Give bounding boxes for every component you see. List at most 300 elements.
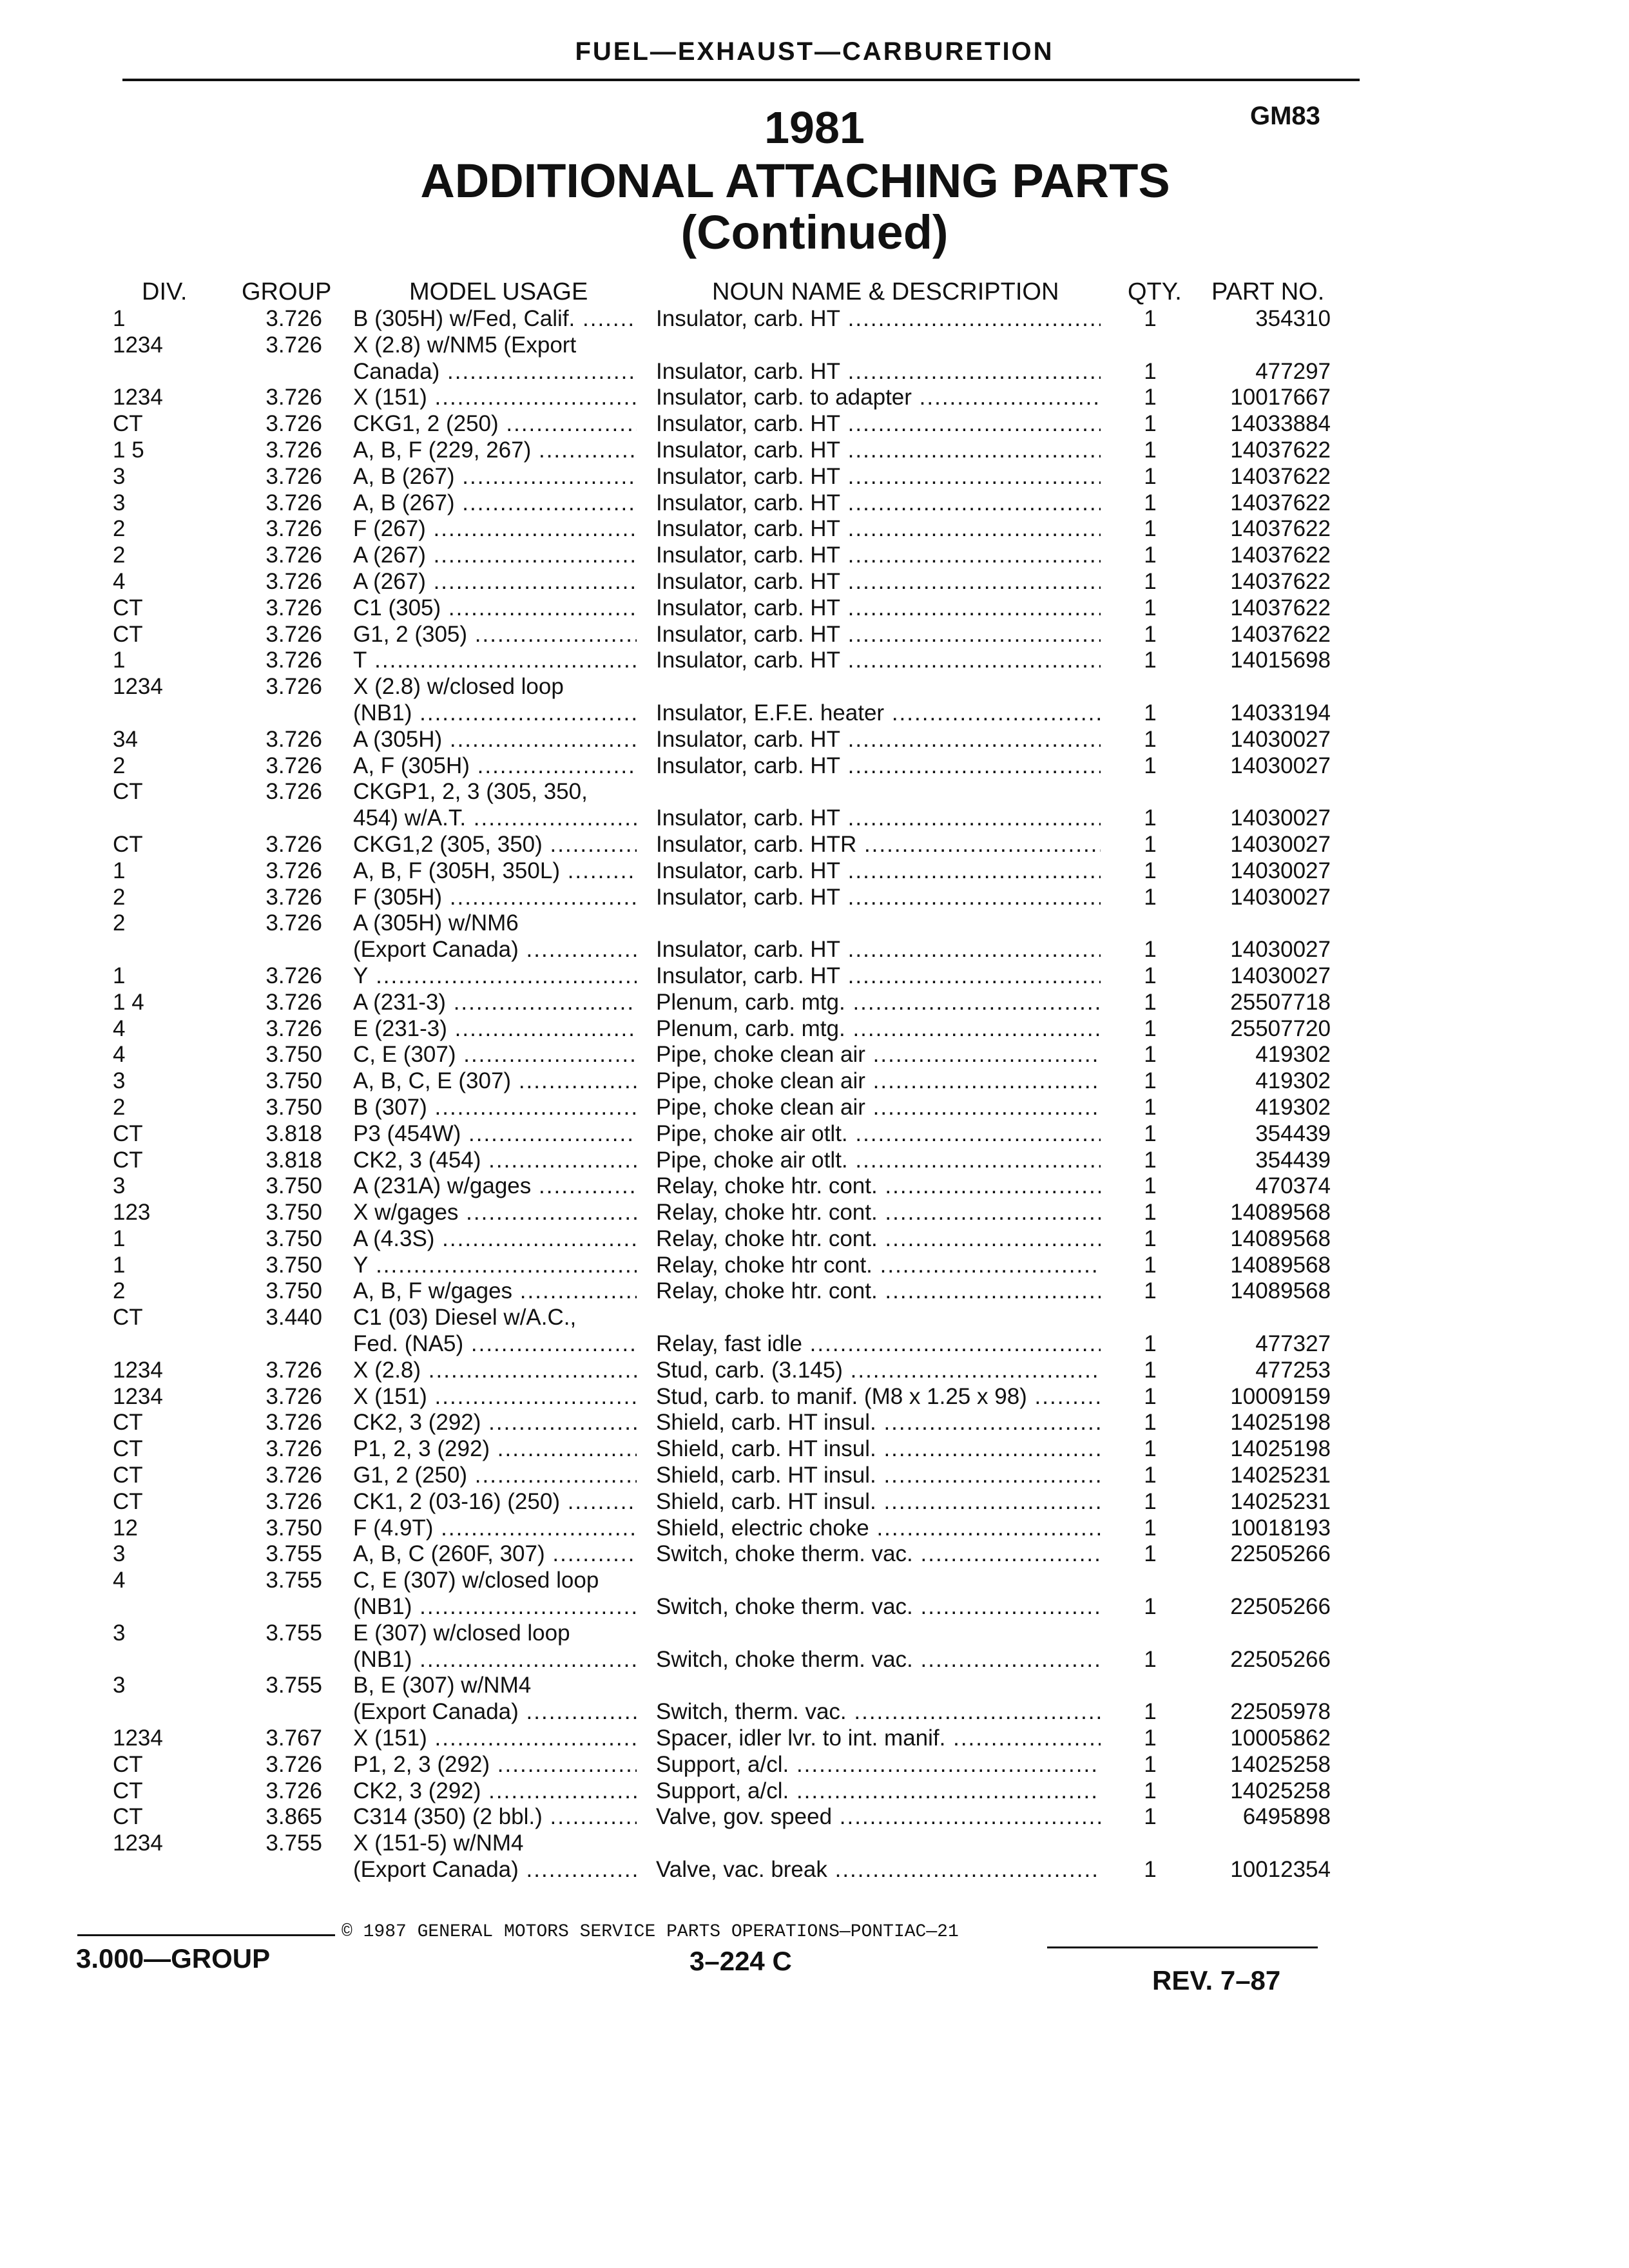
row-part-no: 22505266 <box>1230 1594 1331 1620</box>
row-noun-name: Insulator, carb. HT ..... <box>656 411 1101 437</box>
row-noun-name: Shield, carb. HT insul. ..... <box>656 1436 1101 1463</box>
table-row <box>0 1673 1629 1699</box>
row-div: 1 5 <box>113 437 144 463</box>
table-row <box>0 437 1629 464</box>
row-div: 1234 <box>113 1357 163 1383</box>
row-model-usage: A (267) ..... <box>353 543 637 569</box>
row-qty: 1 <box>1144 937 1157 963</box>
row-div: CT <box>113 411 143 437</box>
row-group: 3.750 <box>265 1252 322 1278</box>
row-model-usage: X (151) ..... <box>353 385 637 411</box>
row-part-no: 22505266 <box>1230 1646 1331 1672</box>
table-row <box>0 1068 1629 1095</box>
table-row <box>0 516 1629 543</box>
row-div: CT <box>113 831 143 857</box>
row-model-usage: X w/gages ..... <box>353 1200 637 1226</box>
row-group: 3.440 <box>265 1305 322 1331</box>
row-qty: 1 <box>1144 1225 1157 1251</box>
row-group: 3.726 <box>265 884 322 910</box>
row-part-no: 477297 <box>1255 358 1331 384</box>
row-model-usage: Canada) ..... <box>353 359 637 385</box>
row-model-usage: (Export Canada) ..... <box>353 1857 637 1883</box>
row-noun-name: Pipe, choke clean air ..... <box>656 1095 1101 1121</box>
table-row <box>0 858 1629 885</box>
table-row <box>0 332 1629 359</box>
row-div: 3 <box>113 1173 126 1199</box>
row-div: 12 <box>113 1515 138 1541</box>
page-year: 1981 <box>764 102 865 153</box>
row-div: CT <box>113 1804 143 1830</box>
row-qty: 1 <box>1144 648 1157 673</box>
row-part-no: 14037622 <box>1230 437 1331 463</box>
row-noun-name: Insulator, carb. HTR ..... <box>656 832 1101 858</box>
row-model-usage: C1 (03) Diesel w/A.C., <box>353 1305 577 1331</box>
row-noun-name: Pipe, choke air otlt. ..... <box>656 1148 1101 1174</box>
row-model-usage: A, B (267) ..... <box>353 464 637 490</box>
row-qty: 1 <box>1144 385 1157 410</box>
row-group: 3.818 <box>265 1147 322 1173</box>
row-div: CT <box>113 1147 143 1173</box>
row-qty: 1 <box>1144 1594 1157 1620</box>
row-group: 3.726 <box>265 831 322 857</box>
row-div: 1 <box>113 1225 126 1251</box>
row-noun-name: Support, a/cl. ..... <box>656 1752 1101 1778</box>
row-noun-name: Relay, fast idle ..... <box>656 1331 1101 1358</box>
row-div: CT <box>113 1120 143 1146</box>
row-noun-name: Relay, choke htr cont. ..... <box>656 1253 1101 1279</box>
table-row <box>0 937 1629 963</box>
row-qty: 1 <box>1144 1147 1157 1173</box>
row-qty: 1 <box>1144 543 1157 568</box>
row-div: 1234 <box>113 385 163 410</box>
row-div: 123 <box>113 1200 151 1225</box>
row-group: 3.750 <box>265 1200 322 1225</box>
row-model-usage: X (2.8) w/NM5 (Export <box>353 332 577 358</box>
row-div: 1 4 <box>113 989 144 1015</box>
row-model-usage: A, B, C (260F, 307) ..... <box>353 1541 637 1568</box>
table-row <box>0 1410 1629 1436</box>
row-group: 3.755 <box>265 1831 322 1856</box>
row-qty: 1 <box>1144 1200 1157 1225</box>
row-qty: 1 <box>1144 1173 1157 1199</box>
row-group: 3.726 <box>265 910 322 936</box>
table-row <box>0 1200 1629 1226</box>
row-part-no: 10009159 <box>1230 1383 1331 1409</box>
table-row <box>0 753 1629 780</box>
row-group: 3.726 <box>265 463 322 489</box>
row-div: 1 <box>113 648 126 673</box>
table-row <box>0 700 1629 727</box>
row-noun-name: Shield, carb. HT insul. ..... <box>656 1489 1101 1515</box>
row-group: 3.726 <box>265 516 322 542</box>
row-noun-name: Shield, carb. HT insul. ..... <box>656 1463 1101 1489</box>
row-group: 3.726 <box>265 1357 322 1383</box>
row-qty: 1 <box>1144 700 1157 726</box>
section-title: FUEL—EXHAUST—CARBURETION <box>575 37 1054 66</box>
row-group: 3.726 <box>265 989 322 1015</box>
row-noun-name: Plenum, carb. mtg. ..... <box>656 1016 1101 1043</box>
row-part-no: 354310 <box>1255 306 1331 331</box>
table-row <box>0 1226 1629 1253</box>
row-group: 3.755 <box>265 1541 322 1567</box>
row-noun-name: Plenum, carb. mtg. ..... <box>656 990 1101 1016</box>
row-div: CT <box>113 1410 143 1436</box>
row-model-usage: F (267) ..... <box>353 516 637 543</box>
table-row <box>0 1594 1629 1620</box>
row-part-no: 10017667 <box>1230 385 1331 410</box>
row-div: 1234 <box>113 1383 163 1409</box>
row-div: 1 <box>113 306 126 331</box>
row-div: CT <box>113 1751 143 1777</box>
parts-table <box>0 306 1629 1883</box>
table-row <box>0 464 1629 490</box>
table-row <box>0 1857 1629 1883</box>
row-qty: 1 <box>1144 1015 1157 1041</box>
row-group: 3.726 <box>265 674 322 700</box>
document-code: GM83 <box>1250 102 1320 130</box>
row-model-usage: A (305H) w/NM6 <box>353 910 519 936</box>
row-part-no: 419302 <box>1255 1094 1331 1120</box>
table-row <box>0 1831 1629 1857</box>
table-row <box>0 411 1629 437</box>
row-div: 2 <box>113 1278 126 1304</box>
row-part-no: 14030027 <box>1230 884 1331 910</box>
row-group: 3.726 <box>265 753 322 778</box>
table-row <box>0 359 1629 385</box>
row-noun-name: Valve, gov. speed ..... <box>656 1804 1101 1831</box>
row-qty: 1 <box>1144 1357 1157 1383</box>
row-group: 3.726 <box>265 1751 322 1777</box>
row-qty: 1 <box>1144 1778 1157 1803</box>
row-noun-name: Relay, choke htr. cont. ..... <box>656 1200 1101 1226</box>
row-qty: 1 <box>1144 306 1157 331</box>
table-row <box>0 648 1629 674</box>
row-noun-name: Switch, choke therm. vac. ..... <box>656 1594 1101 1620</box>
table-row <box>0 1148 1629 1174</box>
row-noun-name: Insulator, carb. HT ..... <box>656 595 1101 622</box>
row-noun-name: Insulator, carb. HT ..... <box>656 490 1101 517</box>
row-group: 3.818 <box>265 1120 322 1146</box>
row-noun-name: Support, a/cl. ..... <box>656 1778 1101 1805</box>
row-noun-name: Insulator, carb. HT ..... <box>656 648 1101 674</box>
row-model-usage: (NB1) ..... <box>353 700 637 727</box>
row-div: 2 <box>113 1094 126 1120</box>
row-model-usage: B (305H) w/Fed, Calif. ..... <box>353 306 637 332</box>
top-rule <box>122 79 1360 81</box>
row-model-usage: (Export Canada) ..... <box>353 937 637 963</box>
row-noun-name: Insulator, carb. HT ..... <box>656 727 1101 753</box>
row-qty: 1 <box>1144 831 1157 857</box>
table-row <box>0 1778 1629 1805</box>
row-div: 4 <box>113 568 126 594</box>
table-row <box>0 490 1629 517</box>
row-qty: 1 <box>1144 726 1157 752</box>
row-noun-name: Switch, choke therm. vac. ..... <box>656 1647 1101 1673</box>
row-model-usage: F (305H) ..... <box>353 885 637 911</box>
row-part-no: 22505978 <box>1230 1699 1331 1725</box>
row-part-no: 14025258 <box>1230 1778 1331 1803</box>
row-group: 3.767 <box>265 1725 322 1751</box>
table-row <box>0 1384 1629 1410</box>
row-part-no: 14030027 <box>1230 937 1331 963</box>
row-qty: 1 <box>1144 1120 1157 1146</box>
row-model-usage: A, B, F (305H, 350L) ..... <box>353 858 637 885</box>
row-group: 3.726 <box>265 1383 322 1409</box>
row-qty: 1 <box>1144 490 1157 515</box>
table-row <box>0 1699 1629 1725</box>
row-part-no: 14033194 <box>1230 700 1331 726</box>
row-div: CT <box>113 595 143 620</box>
row-qty: 1 <box>1144 1488 1157 1514</box>
row-group: 3.755 <box>265 1568 322 1593</box>
row-part-no: 14037622 <box>1230 543 1331 568</box>
row-model-usage: C, E (307) ..... <box>353 1042 637 1068</box>
row-part-no: 354439 <box>1255 1120 1331 1146</box>
row-div: 3 <box>113 490 126 515</box>
row-qty: 1 <box>1144 1515 1157 1541</box>
row-qty: 1 <box>1144 884 1157 910</box>
row-model-usage: E (307) w/closed loop <box>353 1620 570 1646</box>
table-row <box>0 1725 1629 1752</box>
row-part-no: 419302 <box>1255 1042 1331 1068</box>
table-row <box>0 1804 1629 1831</box>
row-group: 3.755 <box>265 1620 322 1646</box>
column-header-model-usage: MODEL USAGE <box>409 278 588 305</box>
row-noun-name: Insulator, carb. HT ..... <box>656 359 1101 385</box>
row-part-no: 6495898 <box>1242 1804 1331 1830</box>
table-row <box>0 1436 1629 1463</box>
row-noun-name: Insulator, carb. HT ..... <box>656 516 1101 543</box>
row-div: 2 <box>113 543 126 568</box>
row-model-usage: X (151) ..... <box>353 1725 637 1752</box>
row-part-no: 354439 <box>1255 1147 1331 1173</box>
row-noun-name: Insulator, carb. HT ..... <box>656 437 1101 464</box>
row-part-no: 14033884 <box>1230 411 1331 437</box>
row-group: 3.726 <box>265 1436 322 1462</box>
row-noun-name: Insulator, carb. HT ..... <box>656 963 1101 990</box>
row-model-usage: A (305H) ..... <box>353 727 637 753</box>
row-div: 3 <box>113 463 126 489</box>
table-row <box>0 1016 1629 1043</box>
row-qty: 1 <box>1144 1068 1157 1094</box>
row-part-no: 14089568 <box>1230 1278 1331 1304</box>
row-model-usage: P1, 2, 3 (292) ..... <box>353 1436 637 1463</box>
row-noun-name: Insulator, E.F.E. heater ..... <box>656 700 1101 727</box>
row-part-no: 477253 <box>1255 1357 1331 1383</box>
table-row <box>0 1358 1629 1384</box>
row-part-no: 14030027 <box>1230 753 1331 778</box>
row-part-no: 14089568 <box>1230 1225 1331 1251</box>
row-part-no: 22505266 <box>1230 1541 1331 1567</box>
row-group: 3.755 <box>265 1673 322 1698</box>
footer-rule-left <box>77 1934 335 1936</box>
row-group: 3.750 <box>265 1173 322 1199</box>
row-group: 3.726 <box>265 437 322 463</box>
row-model-usage: T ..... <box>353 648 637 674</box>
table-row <box>0 832 1629 858</box>
row-part-no: 14025198 <box>1230 1410 1331 1436</box>
row-group: 3.750 <box>265 1225 322 1251</box>
table-row <box>0 1568 1629 1594</box>
row-group: 3.726 <box>265 963 322 988</box>
row-group: 3.726 <box>265 595 322 620</box>
column-header-group: GROUP <box>242 278 332 305</box>
row-div: 2 <box>113 884 126 910</box>
table-row <box>0 1515 1629 1542</box>
row-model-usage: G1, 2 (305) ..... <box>353 622 637 648</box>
table-row <box>0 779 1629 805</box>
table-row <box>0 1331 1629 1358</box>
row-qty: 1 <box>1144 989 1157 1015</box>
row-part-no: 14037622 <box>1230 621 1331 647</box>
row-noun-name: Insulator, carb. HT ..... <box>656 753 1101 780</box>
table-row <box>0 306 1629 332</box>
row-part-no: 14037622 <box>1230 463 1331 489</box>
row-group: 3.726 <box>265 490 322 515</box>
row-qty: 1 <box>1144 411 1157 437</box>
row-noun-name: Relay, choke htr. cont. ..... <box>656 1173 1101 1200</box>
row-qty: 1 <box>1144 358 1157 384</box>
row-part-no: 419302 <box>1255 1068 1331 1094</box>
row-model-usage: (NB1) ..... <box>353 1594 637 1620</box>
row-model-usage: A, B (267) ..... <box>353 490 637 517</box>
row-model-usage: X (2.8) w/closed loop <box>353 674 564 700</box>
row-qty: 1 <box>1144 516 1157 542</box>
row-group: 3.726 <box>265 1463 322 1488</box>
row-group: 3.726 <box>265 306 322 331</box>
row-part-no: 14089568 <box>1230 1252 1331 1278</box>
row-model-usage: G1, 2 (250) ..... <box>353 1463 637 1489</box>
row-div: 3 <box>113 1068 126 1094</box>
row-group: 3.726 <box>265 858 322 883</box>
row-model-usage: F (4.9T) ..... <box>353 1515 637 1542</box>
row-model-usage: A, B, F (229, 267) ..... <box>353 437 637 464</box>
row-noun-name: Pipe, choke clean air ..... <box>656 1068 1101 1095</box>
row-model-usage: P1, 2, 3 (292) ..... <box>353 1752 637 1778</box>
row-model-usage: CKG1, 2 (250) ..... <box>353 411 637 437</box>
row-qty: 1 <box>1144 621 1157 647</box>
row-noun-name: Stud, carb. (3.145) ..... <box>656 1358 1101 1384</box>
row-group: 3.750 <box>265 1515 322 1541</box>
row-div: 1234 <box>113 332 163 358</box>
table-row <box>0 569 1629 595</box>
row-div: 34 <box>113 726 138 752</box>
row-model-usage: C, E (307) w/closed loop <box>353 1568 599 1593</box>
row-group: 3.726 <box>265 648 322 673</box>
row-noun-name: Relay, choke htr. cont. ..... <box>656 1226 1101 1253</box>
row-qty: 1 <box>1144 1699 1157 1725</box>
row-model-usage: B, E (307) w/NM4 <box>353 1673 532 1698</box>
row-model-usage: A, F (305H) ..... <box>353 753 637 780</box>
row-group: 3.726 <box>265 779 322 805</box>
row-noun-name: Insulator, carb. HT ..... <box>656 937 1101 963</box>
row-model-usage: CKG1,2 (305, 350) ..... <box>353 832 637 858</box>
row-model-usage: (Export Canada) ..... <box>353 1699 637 1725</box>
row-noun-name: Shield, electric choke ..... <box>656 1515 1101 1542</box>
row-noun-name: Insulator, carb. HT ..... <box>656 885 1101 911</box>
row-model-usage: B (307) ..... <box>353 1095 637 1121</box>
footer-page-number: 3–224 C <box>689 1946 792 1976</box>
row-part-no: 10012354 <box>1230 1857 1331 1883</box>
table-row <box>0 595 1629 622</box>
table-row <box>0 727 1629 753</box>
table-row <box>0 1647 1629 1673</box>
row-noun-name: Valve, vac. break ..... <box>656 1857 1101 1883</box>
row-qty: 1 <box>1144 963 1157 988</box>
table-row <box>0 1305 1629 1331</box>
row-div: 1 <box>113 1252 126 1278</box>
row-qty: 1 <box>1144 1331 1157 1357</box>
row-div: 1234 <box>113 1725 163 1751</box>
row-qty: 1 <box>1144 595 1157 620</box>
row-part-no: 14037622 <box>1230 595 1331 620</box>
row-part-no: 14025231 <box>1230 1463 1331 1488</box>
row-qty: 1 <box>1144 1252 1157 1278</box>
row-qty: 1 <box>1144 1094 1157 1120</box>
row-qty: 1 <box>1144 1436 1157 1462</box>
row-part-no: 14030027 <box>1230 963 1331 988</box>
row-model-usage: X (151-5) w/NM4 <box>353 1831 524 1856</box>
table-row <box>0 1463 1629 1489</box>
row-part-no: 477327 <box>1255 1331 1331 1357</box>
row-noun-name: Relay, choke htr. cont. ..... <box>656 1278 1101 1305</box>
footer-rule-right <box>1047 1946 1318 1948</box>
table-row <box>0 1541 1629 1568</box>
row-noun-name: Switch, therm. vac. ..... <box>656 1699 1101 1725</box>
table-row <box>0 1620 1629 1647</box>
row-group: 3.726 <box>265 543 322 568</box>
table-row <box>0 1253 1629 1279</box>
row-noun-name: Insulator, carb. HT ..... <box>656 622 1101 648</box>
table-row <box>0 805 1629 832</box>
row-div: CT <box>113 1463 143 1488</box>
row-model-usage: CK2, 3 (292) ..... <box>353 1778 637 1805</box>
row-model-usage: Y ..... <box>353 1253 637 1279</box>
row-qty: 1 <box>1144 1383 1157 1409</box>
row-qty: 1 <box>1144 1278 1157 1304</box>
row-part-no: 14025258 <box>1230 1751 1331 1777</box>
row-noun-name: Switch, choke therm. vac. ..... <box>656 1541 1101 1568</box>
row-qty: 1 <box>1144 568 1157 594</box>
row-group: 3.726 <box>265 1410 322 1436</box>
row-model-usage: A, B, F w/gages ..... <box>353 1278 637 1305</box>
row-model-usage: A (231-3) ..... <box>353 990 637 1016</box>
footer-copyright: © 1987 GENERAL MOTORS SERVICE PARTS OPERATIONS—PONTIAC—21 <box>342 1922 959 1942</box>
row-noun-name: Pipe, choke clean air ..... <box>656 1042 1101 1068</box>
row-qty: 1 <box>1144 753 1157 778</box>
row-model-usage: Fed. (NA5) ..... <box>353 1331 637 1358</box>
table-row <box>0 1042 1629 1068</box>
row-group: 3.726 <box>265 332 322 358</box>
row-part-no: 14037622 <box>1230 490 1331 515</box>
table-row <box>0 963 1629 990</box>
row-div: CT <box>113 779 143 805</box>
row-div: 1 <box>113 963 126 988</box>
row-noun-name: Shield, carb. HT insul. ..... <box>656 1410 1101 1436</box>
row-div: 4 <box>113 1042 126 1068</box>
row-model-usage: P3 (454W) ..... <box>353 1121 637 1148</box>
row-model-usage: CK2, 3 (292) ..... <box>353 1410 637 1436</box>
row-group: 3.750 <box>265 1094 322 1120</box>
table-row <box>0 1489 1629 1515</box>
row-model-usage: C314 (350) (2 bbl.) ..... <box>353 1804 637 1831</box>
row-div: 3 <box>113 1541 126 1567</box>
row-part-no: 14025198 <box>1230 1436 1331 1462</box>
page-subtitle: (Continued) <box>680 206 949 259</box>
row-group: 3.726 <box>265 568 322 594</box>
row-qty: 1 <box>1144 463 1157 489</box>
row-group: 3.726 <box>265 1488 322 1514</box>
